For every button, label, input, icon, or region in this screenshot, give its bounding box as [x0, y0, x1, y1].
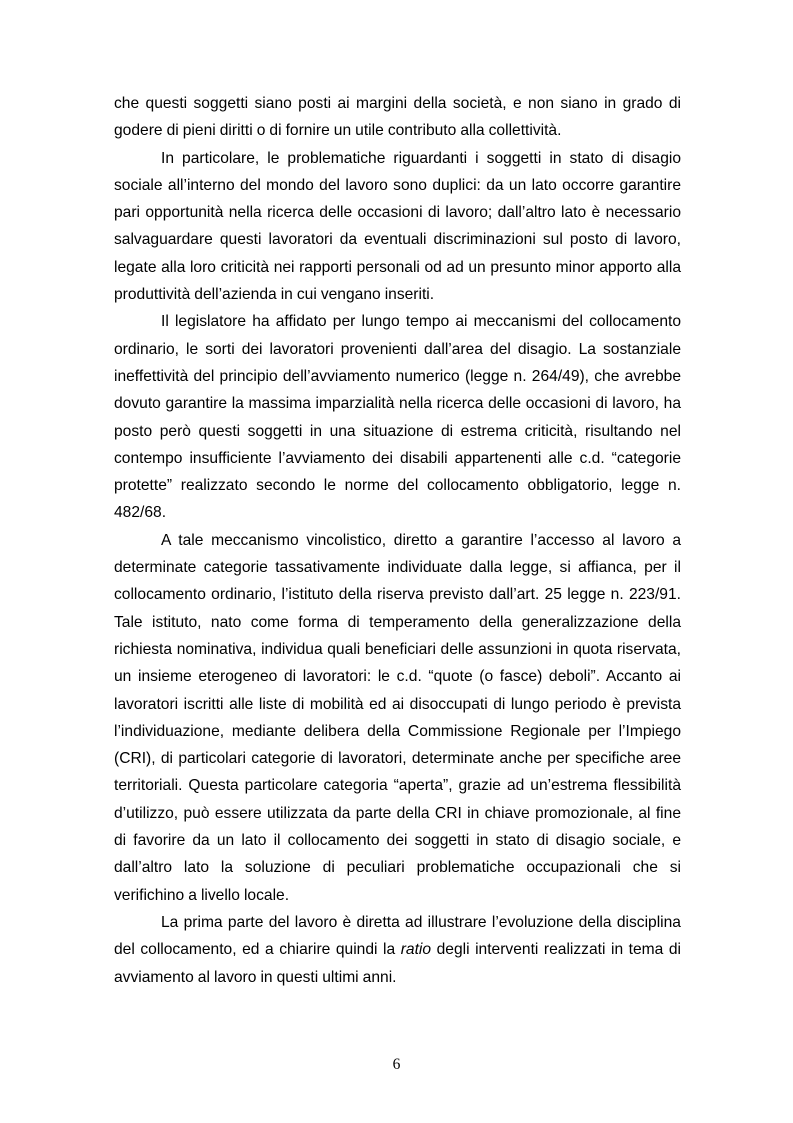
paragraph-3: Il legislatore ha affidato per lungo tempo ai meccanismi del collocamento ordinario, le sorti dei lavoratori provenienti dall’area del disagio. La sostanziale ineffettività del principio dell’avviamento numerico (legge n. 264/49), che avrebbe dovuto garantire la massima imparzialità nella ricerca delle occasioni di lavoro, ha posto però questi soggetti in una situazione di estrema criticità, risultando nel contempo insufficiente l’avviamento dei disabili appartenenti alle c.d. “categorie protette” realizzato secondo le norme del collocamento obbligatorio, legge n. 482/68.	[114, 313, 681, 522]
paragraph-5-text-start: La prima parte del lavoro è diretta ad illustrare l’evoluzione della disciplina del collocamento, ed a chiarire quindi la	[114, 913, 681, 959]
italic-term-ratio: ratio	[400, 941, 432, 959]
page-number: 6	[392, 1056, 401, 1073]
paragraph-4: A tale meccanismo vincolistico, diretto a garantire l’accesso al lavoro a determinate categorie tassativamente individuate dalla legge, si affianca, per il collocamento ordinario, l’istituto della riserva previsto dall’art. 25 legge n. 223/91. Tale istituto, nato come forma di temperamento della generalizzazione della richiesta nominativa, individua quali beneficiari delle assunzioni in quota riservata, un insieme eterogeneo di lavoratori: le c.d. “quote (o fasce) deboli”. Accanto ai lavoratori iscritti alle liste di mobilità ed ai disoccupati di lungo periodo è prevista l’individuazione, mediante delibera della Commissione Regionale per l’Impiego (CRI), di particolari categorie di lavoratori, determinate anche per specifiche aree territoriali. Questa particolare categoria “aperta”, grazie ad un’estrema flessibilità d’utilizzo, può essere utilizzata da parte della CRI in chiave promozionale, al fine di favorire da un lato il collocamento dei soggetti in stato di disagio sociale, e dall’altro lato la soluzione di peculiari problematiche occupazionali che si verifichino a livello locale.	[114, 531, 681, 904]
paragraph-1: che questi soggetti siano posti ai margini della società, e non siano in grado di godere di pieni diritti o di fornire un utile contributo alla collettività.	[114, 95, 681, 140]
document-body	[114, 90, 681, 991]
paragraph-5	[114, 909, 681, 991]
paragraph-5-text-end: degli interventi realizzati in tema di avviamento al lavoro in questi ultimi anni.	[114, 941, 681, 986]
paragraph-2: In particolare, le problematiche riguardanti i soggetti in stato di disagio sociale all’interno del mondo del lavoro sono duplici: da un lato occorre garantire pari opportunità nella ricerca delle occasioni di lavoro; dall’altro lato è necessario salvaguardare questi lavoratori da eventuali discriminazioni sul posto di lavoro, legate alla loro criticità nei rapporti personali od ad un presunto minor apporto alla produttività dell’azienda in cui vengano inseriti.	[114, 149, 681, 304]
